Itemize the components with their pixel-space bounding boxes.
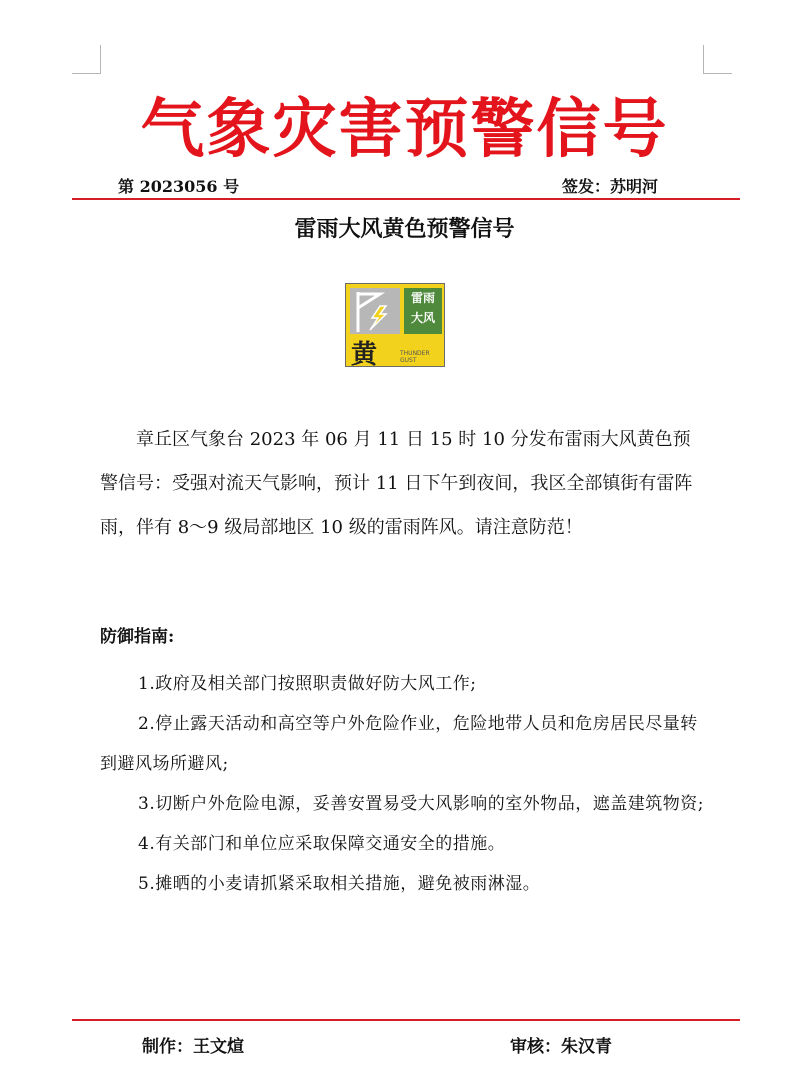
- header-divider: [72, 198, 740, 200]
- guidance-item: 4.有关部门和单位应采取保障交通安全的措施。: [138, 834, 506, 854]
- guidance-item: 2.停止露天活动和高空等户外危险作业，危险地带人员和危房居民尽量转到避风场所避风;: [100, 714, 698, 774]
- guidance-list: [100, 664, 705, 904]
- guidance-item: 1.政府及相关部门按照职责做好防大风工作;: [138, 674, 477, 694]
- flag-lightning-icon: [350, 288, 400, 334]
- warning-type-label: [404, 288, 442, 334]
- warning-label-bottom: 大风: [410, 311, 435, 325]
- warning-level-char: 黄: [351, 340, 378, 370]
- document-title: 气象灾害预警信号: [140, 93, 669, 167]
- warning-english-label: THUNDER GUST: [400, 350, 430, 364]
- warning-label-top: 雷雨: [410, 291, 435, 305]
- document-number: 第 2023056 号: [118, 177, 240, 196]
- issuer: 签发：苏明河: [562, 177, 659, 196]
- page-corner-mark-top-right: [703, 45, 732, 74]
- maker: 制作：王文煊: [142, 1037, 244, 1057]
- page-corner-mark-top-left: [72, 45, 101, 74]
- thunder-gust-yellow-warning-icon: [345, 283, 445, 370]
- guidance-item: 3.切断户外危险电源，妥善安置易受大风影响的室外物品，遮盖建筑物资;: [138, 794, 704, 814]
- guidance-title: 防御指南:: [100, 627, 175, 647]
- notice-title: 雷雨大风黄色预警信号: [294, 216, 515, 242]
- notice-body: 章丘区气象台 2023 年 06 月 11 日 15 时 10 分发布雷雨大风黄色预警信号：受强对流天气影响，预计 11 日下午到夜间，我区全部镇街有雷阵雨，伴有 8～9 级局部地区 10 级的雷雨阵风。请注意防范！: [100, 429, 693, 538]
- reviewer: 审核：朱汉青: [510, 1037, 612, 1057]
- guidance-item: 5.摊晒的小麦请抓紧采取相关措施，避免被雨淋湿。: [138, 874, 541, 894]
- footer-divider: [72, 1019, 740, 1021]
